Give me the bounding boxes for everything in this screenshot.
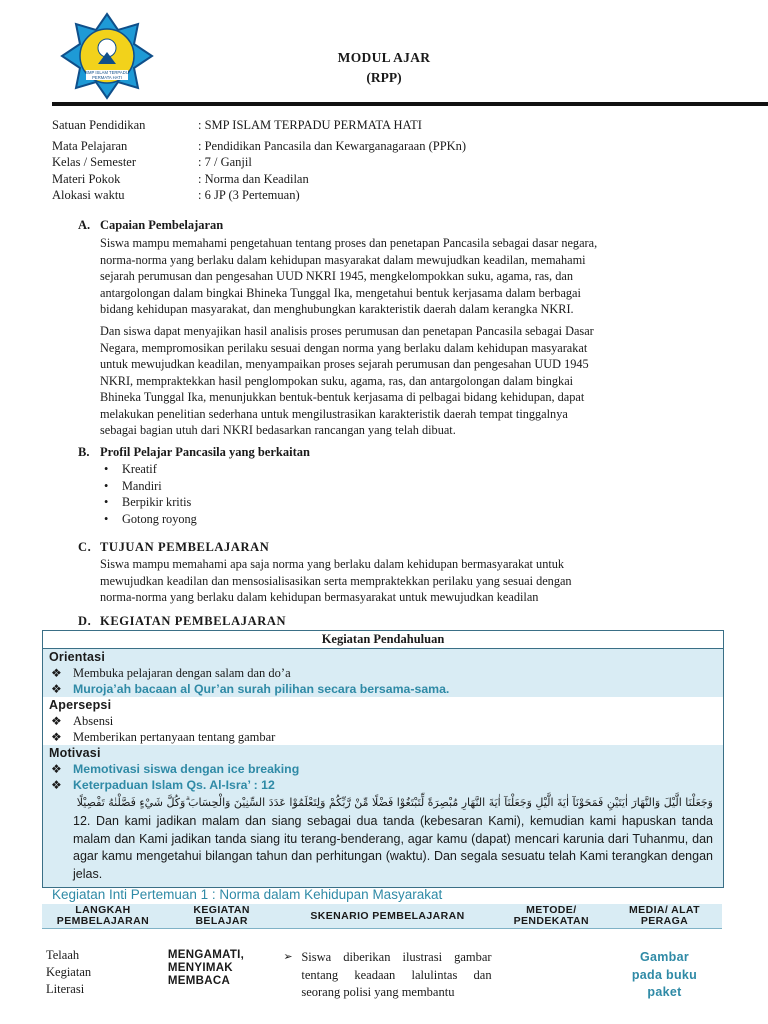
- item-text: Absensi: [73, 714, 114, 728]
- langkah-cell: [42, 929, 164, 1004]
- identity-value: : 7 / Ganjil: [198, 155, 252, 169]
- list-item: [43, 713, 723, 729]
- list-item: [43, 729, 723, 745]
- section-letter: B.: [78, 445, 90, 459]
- list-item: [43, 777, 723, 793]
- cell-text: Telaah Kegiatan Literasi: [46, 948, 92, 996]
- section-b-heading: [78, 445, 310, 460]
- motivasi-block: [43, 745, 723, 887]
- text-line: Siswa mampu memahami apa saja norma yang berlaku dalam kehidupan bermasyarakat untuk: [100, 557, 565, 571]
- section-title: TUJUAN PEMBELAJARAN: [100, 540, 270, 554]
- identity-label: Kelas / Semester: [52, 155, 137, 169]
- header-divider: [52, 102, 768, 106]
- section-title: Capaian Pembelajaran: [100, 218, 224, 232]
- text-line: antargolongan dalam bingkai Bhineka Tunggal Ika, mengetahui bentuk kerjasama dalam berbagai: [100, 285, 581, 300]
- column-header: KEGIATAN BELAJAR: [164, 904, 279, 929]
- item-text: Muroja’ah bacaan al Qur’an surah pilihan secara bersama-sama.: [73, 682, 450, 696]
- item-text: Memberikan pertanyaan tentang gambar: [73, 730, 276, 744]
- identity-label: Mata Pelajaran: [52, 139, 128, 153]
- section-d-heading: [78, 614, 286, 629]
- cell-text: Gambar pada buku paket: [631, 950, 698, 999]
- apersepsi-block: [43, 697, 723, 745]
- table-row: [42, 929, 722, 1004]
- list-item: • Mandiri: [100, 478, 197, 495]
- text-line: sebagai bagian utuh dari NKRI bedasarkan rancangan yang telah dibuat.: [100, 423, 456, 437]
- text-line: Bhineka Tunggal Ika, menunjukkan bentuk-bentuk kerjasama di pelbagai bidang kehidupan, dapat: [100, 390, 585, 404]
- list-item: • Gotong royong: [100, 511, 197, 528]
- kegiatan-inti-table: [42, 904, 722, 1004]
- item-text: Memotivasi siswa dengan ice breaking: [73, 762, 300, 776]
- kegiatan-pendahuluan-table: [42, 630, 724, 888]
- text-line: melakukan penelitian sederhana untuk mengilustrasikan karakteristik daerah tempat tinggalnya: [100, 406, 568, 421]
- item-text: Membuka pelajaran dengan salam dan do’a: [73, 666, 291, 680]
- section-title: KEGIATAN PEMBELAJARAN: [100, 614, 287, 628]
- section-letter: A.: [78, 218, 91, 232]
- column-header: MEDIA/ ALAT PERAGA: [607, 904, 722, 929]
- media-cell: [607, 929, 722, 1004]
- identity-label: Materi Pokok: [52, 172, 121, 186]
- list-item: [43, 761, 723, 777]
- section-letter: C.: [78, 540, 92, 554]
- text-line: Dan siswa dapat menyajikan hasil analisis proses perumusan dan penetapan Pancasila sebagai Dasar: [100, 324, 594, 338]
- text-line: sejarah perumusan dan pengesahan UUD NKRI 1945, mengkelompokkan suku, agama, ras, dan: [100, 269, 573, 283]
- diamond-bullet-icon: ❖: [51, 778, 62, 792]
- diamond-bullet-icon: ❖: [51, 666, 62, 680]
- profil-list: [100, 461, 197, 527]
- identity-value: : Pendidikan Pancasila dan Kewarganagaraan (PPKn): [198, 139, 467, 153]
- identity-label: Satuan Pendidikan: [52, 118, 146, 132]
- section-a-heading: [78, 218, 223, 233]
- text-line: Negara, mempromosikan perilaku sesuai dengan norma yang berlaku dalam kehidupan masyarakat: [100, 340, 588, 355]
- text-line: norma-norma yang berlaku dalam kehidupan bermasyarakat untuk mewujudkan keadilan: [100, 590, 539, 604]
- metode-cell: [496, 929, 607, 1004]
- document-subtitle: (RPP): [366, 70, 402, 85]
- identity-value: : Norma dan Keadilan: [198, 172, 309, 186]
- block-label: Motivasi: [49, 746, 101, 760]
- column-header: LANGKAH PEMBELAJARAN: [42, 904, 164, 929]
- svg-text:PERMATA HATI: PERMATA HATI: [92, 75, 122, 80]
- identity-label: Alokasi waktu: [52, 188, 125, 202]
- list-item: • Kreatif: [100, 461, 197, 478]
- item-text: Keterpaduan Islam Qs. Al-Isra’ : 12: [73, 778, 275, 792]
- section-letter: D.: [78, 614, 92, 628]
- diamond-bullet-icon: ❖: [51, 730, 62, 744]
- section-a-paragraph-1: [100, 235, 656, 318]
- arrow-bullet-icon: ➢: [283, 951, 293, 963]
- text-line: norma-norma yang berlaku dalam kehidupan masyarakat dalam mewujudkan keadilan, memahami: [100, 252, 586, 267]
- column-header: SKENARIO PEMBELAJARAN: [279, 904, 495, 929]
- diamond-bullet-icon: ❖: [51, 714, 62, 728]
- kegiatan-inti-title: Kegiatan Inti Pertemuan 1 : Norma dalam Kehidupan Masyarakat: [52, 887, 443, 902]
- block-label: Orientasi: [49, 650, 105, 664]
- cell-text: Siswa diberikan ilustrasi gambar tentang keadaan lalulintas dan seorang polisi yang membantu: [301, 950, 492, 999]
- block-label: Apersepsi: [49, 698, 112, 712]
- skenario-cell: [279, 929, 495, 1004]
- section-c-heading: [78, 540, 269, 555]
- section-a-paragraph-2: [100, 323, 656, 439]
- column-header: METODE/ PENDEKATAN: [496, 904, 607, 929]
- text-line: NKRI, mempraktekkan hasil penglompokan suku, agama, ras, dan antargolongan dalam bingkai: [100, 373, 574, 388]
- kegiatan-cell: MENGAMATI, MENYIMAK MEMBACA: [167, 949, 245, 987]
- tujuan-paragraph: [100, 556, 656, 606]
- table-header-row: [42, 904, 722, 929]
- table-header: Kegiatan Pendahuluan: [43, 631, 723, 649]
- section-title: Profil Pelajar Pancasila yang berkaitan: [100, 445, 310, 459]
- text-line: mewujudkan keadilan dan mensosialisasikan serta mempraktekkan perilaku yang sesuai dengan: [100, 573, 572, 588]
- list-item: • Berpikir kritis: [100, 494, 197, 511]
- list-item: [43, 681, 723, 697]
- identity-value: : 6 JP (3 Pertemuan): [198, 188, 300, 202]
- diamond-bullet-icon: ❖: [51, 682, 62, 696]
- svg-text:SMP ISLAM TERPADU: SMP ISLAM TERPADU: [85, 70, 129, 75]
- quran-verse-translation: 12. Dan kami jadikan malam dan siang sebagai dua tanda (kebesaran Kami), kemudian kami hapuskan tanda malam dan Kami jadikan tanda siang itu terang-benderang, agar kamu (dapat) mencari karunia dari Tuhanmu, dan agar kamu mengetahui bilangan tahun dan perhitungan (waktu). Dan segala sesuatu telah Kami terangkan dengan jelas.: [73, 814, 713, 881]
- list-item: [43, 665, 723, 681]
- diamond-bullet-icon: ❖: [51, 762, 62, 776]
- identity-value: : SMP ISLAM TERPADU PERMATA HATI: [198, 118, 422, 132]
- text-line: untuk mewujudkan keadilan, menyampaikan proses sejarah perumusan dan pengesahan UUD 1945: [100, 357, 589, 371]
- text-line: bidang kehidupan masyarakat, dan menghubungkan karakteristik daerah dalam kerangka NKRI.: [100, 302, 574, 316]
- text-line: Siswa mampu memahami pengetahuan tentang proses dan penetapan Pancasila sebagai dasar negara,: [100, 236, 598, 250]
- quran-verse-arabic: وَجَعَلْنَا الَّيْلَ وَالنَّهَارَ اٰيَتَيْنِ فَمَحَوْنَآ اٰيَةَ الَّيْلِ وَجَعَلْنَآ اٰيَةَ النَّهَارِ مُبْصِرَةً لِّتَبْتَغُوْا فَضْلًا مِّنْ رَّبِّكُمْ وَلِتَعْلَمُوْا عَدَدَ السِّنِيْنَ وَالْحِسَابَ ۗوَكُلَّ شَيْءٍ فَصَّلْنٰهُ تَفْصِيْلًا: [76, 796, 713, 809]
- orientasi-block: [43, 649, 723, 697]
- document-title: MODUL AJAR: [337, 50, 431, 65]
